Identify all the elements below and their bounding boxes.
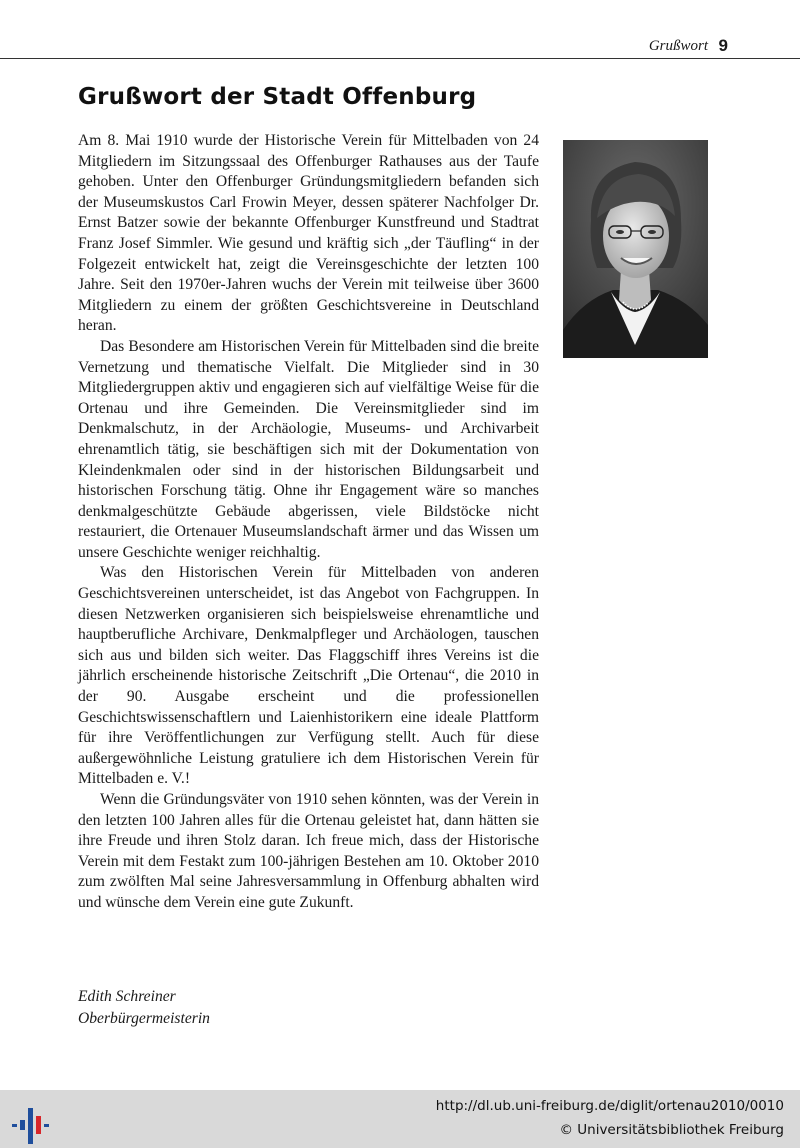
paragraph-4: Wenn die Gründungsväter von 1910 sehen könnten, was der Verein in den letzten 100 Jahren alles für die Ortenau geleistet hat, dann hätten sie ihre Freude und ihren Stolz daran. Ich freue mich, dass der Historische Verein mit dem Festakt zum 100-jährigen Bestehen am 10. Oktober 2010 zum zwölften Mal seine Jahresversammlung in Offenburg abhalten wird und wünsche dem Verein eine gute Zukunft. bbox=[78, 791, 539, 911]
page-number: 9 bbox=[718, 36, 728, 55]
paragraph-1: Am 8. Mai 1910 wurde der Historische Verein für Mittelbaden von 24 Mitgliedern im Sitzungssaal des Offenburger Rathauses aus der Taufe gehoben. Unter den Offenburger Gründungsmitgliedern befanden sich der Museumskustos Carl Frowin Meyer, dessen späterer Nachfolger Dr. Ernst Batzer sowie der bekannte Offenburger Kunstfreund und Stadtrat Franz Josef Simmler. Wie gesund und kräftig sich „der Täufling“ in der Folgezeit entwickelt hat, zeigt die Vereinsgeschichte der letzten 100 Jahre. Seit den 1970er-Jahren wuchs der Verein mit teilweise über 3600 Mitgliedern zu einem der größten Geschichtsvereine in Deutschland heran. bbox=[78, 132, 539, 335]
portrait-illustration bbox=[563, 140, 708, 358]
portrait-photo bbox=[563, 140, 708, 358]
paragraph-2: Das Besondere am Historischen Verein für Mittelbaden sind die breite Vernetzung und thematische Vielfalt. Die Mitglieder sind in 30 Mitgliedergruppen aktiv und engagieren sich auf vielfältige Weise für die Ortenau und ihre Gemeinden. Die Vereinsmitglieder sind im Denkmalschutz, in der Archäologie, Museums- und Archivarbeit ehrenamtlich tätig, sie beschäftigen sich mit der Dokumentation von Kleindenkmalen oder sind in der historischen Bildungsarbeit und historischen Forschung tätig. Ohne ihr Engagement wäre so manches denkmalgeschützte Gebäude abgerissen, viele Bildstöcke nicht restauriert, die Ortenauer Museumslandschaft ärmer und das Wissen um unsere Geschichte weniger reichhaltig. bbox=[78, 337, 539, 561]
ub-freiburg-logo-icon bbox=[8, 1102, 52, 1146]
running-header bbox=[0, 0, 800, 59]
footer-url-link[interactable]: http://dl.ub.uni-freiburg.de/diglit/ortenau2010/0010 bbox=[435, 1098, 784, 1114]
paragraph-3: Was den Historischen Verein für Mittelbaden von anderen Geschichtsvereinen unterscheidet, ist das Angebot von Fachgruppen. In diesen Netzwerken organisieren sich beispielsweise ehrenamtliche und hauptberufliche Archivare, Denkmalpfleger und Archäologen, tauschen sich aus und bilden sich weiter. Das Flaggschiff ihres Vereins ist die jährlich erscheinende historische Zeitschrift „Die Ortenau“, die 2010 in der 90. Ausgabe erscheint und die professionellen Geschichtswissenschaftlern und Laienhistorikern eine ideale Plattform für ihre Veröffentlichungen zur Verfügung stellt. Auch für diese außergewöhnliche Leistung gratuliere ich dem Historischen Verein für Mittelbaden e. V.! bbox=[78, 564, 539, 788]
signature-name: Edith Schreiner bbox=[78, 988, 176, 1005]
signature-block bbox=[78, 986, 210, 1030]
signature-role: Oberbürgermeisterin bbox=[78, 1010, 210, 1027]
article-body bbox=[78, 131, 539, 914]
page-footer bbox=[0, 1090, 800, 1148]
running-title: Grußwort bbox=[648, 38, 708, 54]
article-title: Grußwort der Stadt Offenburg bbox=[78, 84, 477, 110]
footer-copyright: © Universitätsbibliothek Freiburg bbox=[559, 1122, 784, 1138]
